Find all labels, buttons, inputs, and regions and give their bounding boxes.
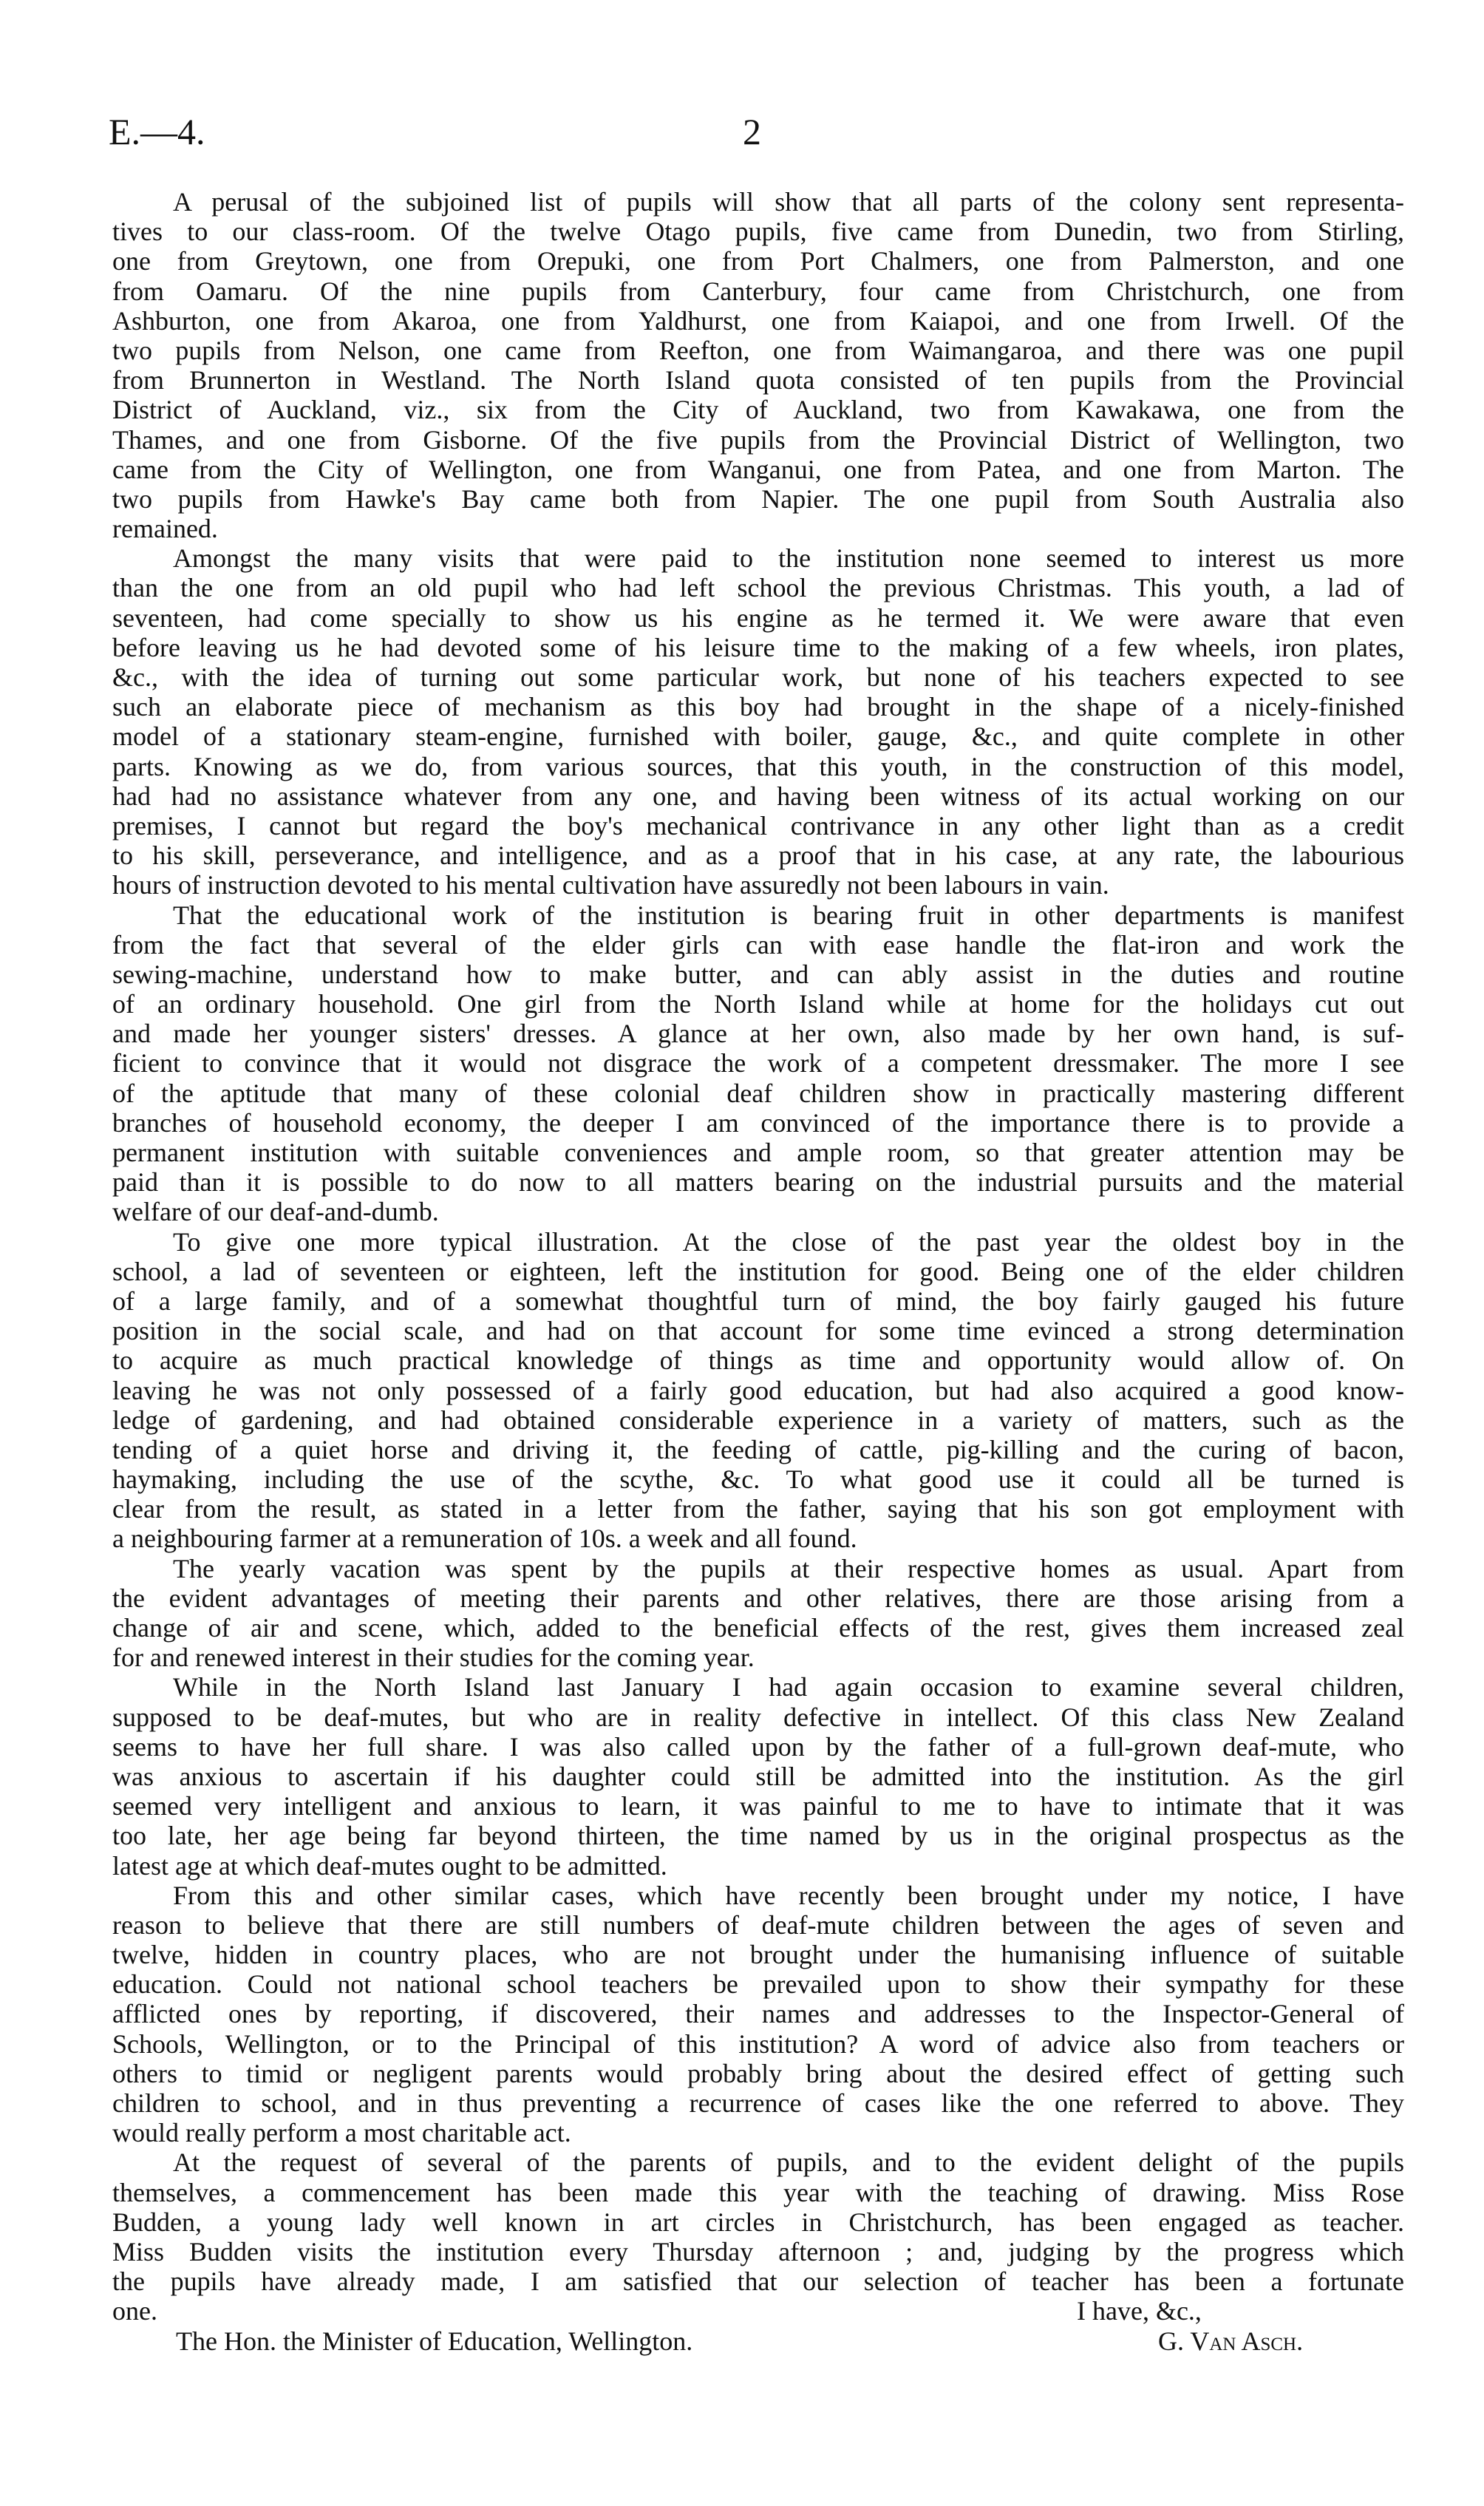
- text-line: seventeen, had come specially to show us his engine as he termed it. We were aware that even: [112, 602, 1404, 633]
- text-line: premises, I cannot but regard the boy's mechanical contrivance in any other light than as a credit: [112, 810, 1404, 841]
- text-line: seemed very intelligent and anxious to learn, it was painful to me to have to intimate that it was: [112, 1791, 1404, 1821]
- text-line: was anxious to ascertain if his daughter could still be admitted into the institution. As the girl: [112, 1761, 1404, 1791]
- text-line: seems to have her full share. I was also called upon by the father of a full-grown deaf-mute, who: [112, 1731, 1404, 1762]
- closing-row: [112, 2296, 1404, 2326]
- paragraphs: [112, 187, 1404, 2326]
- text-line: tives to our class-room. Of the twelve Otago pupils, five came from Dunedin, two from Stirling,: [112, 217, 1404, 247]
- text-line: the pupils have already made, I am satisfied that our selection of teacher has been a fortunate: [112, 2266, 1404, 2297]
- text-line: and made her younger sisters' dresses. A glance at her own, also made by her own hand, is suf-: [112, 1019, 1404, 1049]
- text-line: education. Could not national school teachers be prevailed upon to show their sympathy for these: [112, 1969, 1404, 2000]
- text-line: to his skill, perseverance, and intelligence, and as a proof that in his case, at any rate, the labourious: [112, 841, 1404, 871]
- text-line: That the educational work of the institution is bearing fruit in other departments is manifest: [173, 900, 1404, 930]
- document-reference: E.—4.: [109, 111, 205, 152]
- text-line: Budden, a young lady well known in art circles in Christchurch, has been engaged as teacher.: [112, 2207, 1404, 2237]
- text-line: two pupils from Nelson, one came from Reefton, one from Waimangaroa, and there was one pupil: [112, 335, 1404, 365]
- text-line: To give one more typical illustration. At the close of the past year the oldest boy in the: [173, 1226, 1404, 1257]
- text-line: Schools, Wellington, or to the Principal of this institution? A word of advice also from teachers or: [112, 2028, 1404, 2059]
- text-line: the evident advantages of meeting their parents and other relatives, there are those arising from a: [112, 1583, 1404, 1613]
- paragraph: [112, 1881, 1404, 2148]
- signature-row: [112, 2326, 1404, 2356]
- text-line: hours of instruction devoted to his mental cultivation have assuredly not been labours in vain.: [112, 870, 1109, 900]
- text-line: one.: [112, 2296, 157, 2326]
- text-line: change of air and scene, which, added to the beneficial effects of the rest, gives them increased zeal: [112, 1613, 1404, 1643]
- paragraph: [112, 187, 1404, 543]
- text-line: one from Greytown, one from Orepuki, one from Port Chalmers, one from Palmerston, and one: [112, 246, 1404, 276]
- text-line: From this and other similar cases, which have recently been brought under my notice, I have: [173, 1880, 1404, 1910]
- text-line: At the request of several of the parents of pupils, and to the evident delight of the pupils: [173, 2147, 1404, 2178]
- text-line: supposed to be deaf-mutes, but who are in reality defective in intellect. Of this class New Zealand: [112, 1702, 1404, 1732]
- text-line: afflicted ones by reporting, if discovered, their names and addresses to the Inspector-General of: [112, 1999, 1404, 2029]
- salutation: I have, &c.,: [1077, 2296, 1202, 2326]
- text-line: Thames, and one from Gisborne. Of the five pupils from the Provincial District of Wellington, two: [112, 424, 1404, 455]
- text-line: clear from the result, as stated in a letter from the father, saying that his son got employment with: [112, 1494, 1404, 1524]
- text-line: remained.: [112, 514, 218, 544]
- paragraph: [112, 543, 1404, 900]
- text-line: for and renewed interest in their studies for the coming year.: [112, 1643, 755, 1673]
- text-line: welfare of our deaf-and-dumb.: [112, 1197, 439, 1227]
- text-line: from Brunnerton in Westland. The North Island quota consisted of ten pupils from the Provincial: [112, 365, 1404, 395]
- text-line: Amongst the many visits that were paid to the institution none seemed to interest us more: [173, 543, 1404, 574]
- text-line: While in the North Island last January I had again occasion to examine several children,: [173, 1672, 1404, 1702]
- text-line: twelve, hidden in country places, who are not brought under the humanising influence of suitable: [112, 1940, 1404, 1970]
- text-line: a neighbouring farmer at a remuneration of 10s. a week and all found.: [112, 1524, 857, 1554]
- text-line: A perusal of the subjoined list of pupils will show that all parts of the colony sent representa-: [173, 187, 1404, 217]
- text-line: latest age at which deaf-mutes ought to be admitted.: [112, 1850, 667, 1881]
- text-line: model of a stationary steam-engine, furnished with boiler, gauge, &c., and quite complete in other: [112, 721, 1404, 752]
- text-line: such an elaborate piece of mechanism as this boy had brought in the shape of a nicely-finished: [112, 692, 1404, 722]
- paragraph: [112, 1554, 1404, 1673]
- text-line: children to school, and in thus preventing a recurrence of cases like the one referred to above. They: [112, 2088, 1404, 2118]
- text-line: would really perform a most charitable act.: [112, 2118, 571, 2148]
- text-line: branches of household economy, the deeper I am convinced of the importance there is to provide a: [112, 1107, 1404, 1138]
- text-line: leaving he was not only possessed of a fairly good education, but had also acquired a good know-: [112, 1375, 1404, 1405]
- text-line: &c., with the idea of turning out some particular work, but none of his teachers expected to see: [112, 662, 1404, 692]
- text-line: two pupils from Hawke's Bay came both from Napier. The one pupil from South Australia also: [112, 483, 1404, 514]
- text-line: reason to believe that there are still numbers of deaf-mute children between the ages of seven and: [112, 1909, 1404, 1940]
- text-line: Miss Budden visits the institution every Thursday afternoon ; and, judging by the progress which: [112, 2236, 1404, 2266]
- text-line: parts. Knowing as we do, from various sources, that this youth, in the construction of this model,: [112, 751, 1404, 781]
- paragraph: [112, 1672, 1404, 1880]
- text-line: position in the social scale, and had on that account for some time evinced a strong determination: [112, 1316, 1404, 1346]
- text-line: to acquire as much practical knowledge of things as time and opportunity would allow of. On: [112, 1345, 1404, 1376]
- document-body: [112, 187, 1404, 2356]
- paragraph: [112, 1227, 1404, 1554]
- text-line: came from the City of Wellington, one from Wanganui, one from Patea, and one from Marton. The: [112, 454, 1404, 484]
- text-line: too late, her age being far beyond thirteen, the time named by us in the original prospectus as the: [112, 1821, 1404, 1851]
- text-line: ledge of gardening, and had obtained considerable experience in a variety of matters, such as the: [112, 1405, 1404, 1435]
- signature: G. Van Asch.: [1158, 2326, 1304, 2356]
- text-line: sewing-machine, understand how to make butter, and can ably assist in the duties and routine: [112, 959, 1404, 989]
- text-line: of the aptitude that many of these colonial deaf children show in practically mastering different: [112, 1078, 1404, 1108]
- text-line: haymaking, including the use of the scythe, &c. To what good use it could all be turned is: [112, 1464, 1404, 1495]
- paragraph: [112, 900, 1404, 1227]
- text-line: ficient to convince that it would not disgrace the work of a competent dressmaker. The more I see: [112, 1048, 1404, 1079]
- text-line: of an ordinary household. One girl from the North Island while at home for the holidays cut out: [112, 989, 1404, 1019]
- text-line: Ashburton, one from Akaroa, one from Yaldhurst, one from Kaiapoi, and one from Irwell. Of the: [112, 305, 1404, 336]
- text-line: others to timid or negligent parents would probably bring about the desired effect of getting such: [112, 2058, 1404, 2088]
- paragraph: [112, 2147, 1404, 2326]
- text-line: before leaving us he had devoted some of his leisure time to the making of a few wheels, iron plates,: [112, 632, 1404, 662]
- text-line: from the fact that several of the elder girls can with ease handle the flat-iron and work the: [112, 929, 1404, 960]
- text-line: themselves, a commencement has been made this year with the teaching of drawing. Miss Rose: [112, 2177, 1404, 2207]
- text-line: school, a lad of seventeen or eighteen, left the institution for good. Being one of the elder children: [112, 1256, 1404, 1286]
- text-line: The yearly vacation was spent by the pupils at their respective homes as usual. Apart from: [173, 1553, 1404, 1583]
- text-line: had had no assistance whatever from any one, and having been witness of its actual working on our: [112, 781, 1404, 811]
- text-line: paid than it is possible to do now to all matters bearing on the industrial pursuits and the material: [112, 1167, 1404, 1198]
- addressee: The Hon. the Minister of Education, Wellington.: [176, 2326, 693, 2356]
- text-line: from Oamaru. Of the nine pupils from Canterbury, four came from Christchurch, one from: [112, 276, 1404, 306]
- page-number: 2: [743, 111, 761, 152]
- text-line: permanent institution with suitable conveniences and ample room, so that greater attention may be: [112, 1138, 1404, 1167]
- text-line: tending of a quiet horse and driving it, the feeding of cattle, pig-killing and the curing of bacon,: [112, 1434, 1404, 1464]
- text-line: District of Auckland, viz., six from the City of Auckland, two from Kawakawa, one from the: [112, 395, 1404, 425]
- text-line: of a large family, and of a somewhat thoughtful turn of mind, the boy fairly gauged his future: [112, 1286, 1404, 1316]
- text-line: than the one from an old pupil who had left school the previous Christmas. This youth, a lad of: [112, 573, 1404, 603]
